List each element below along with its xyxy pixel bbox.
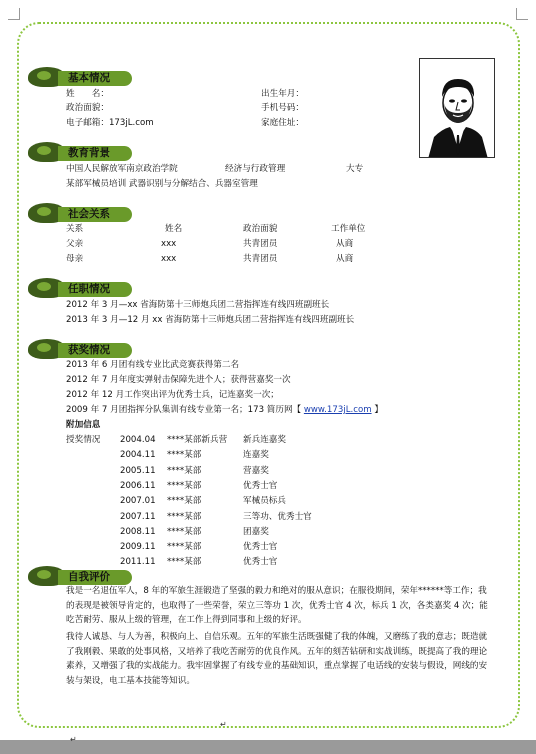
section-header-self <box>28 566 132 586</box>
grant-cell: 2005.11 <box>120 465 156 476</box>
birth-label: 出生年月： <box>261 89 304 99</box>
social-header: 关系 <box>66 224 84 234</box>
corner-mark <box>8 8 20 20</box>
grant-cell: 优秀士官 <box>243 542 278 553</box>
social-cell: 父亲 <box>66 239 84 249</box>
grant-cell: ****某部 <box>167 511 202 522</box>
self-eval-paragraph-2: 我待人诚恳、与人为善，积极向上、自信乐观。五年的军旅生活既强健了我的体魄，又磨练了我的意志；既造就了我刚毅、果敢的处事风格，又培养了我吃苦耐劳的优良作风。五年的刻苦钻研和实战训练，既提高了我的理论素养，又增强了我的实战能力。我牢固掌握了有线专业的基础知识，重点掌握了电话线的安装与假设，网线的安装与架设，电工基本技能等知识。 <box>66 632 488 686</box>
grant-cell: ****某部 <box>167 496 202 507</box>
section-header-awards <box>28 339 132 359</box>
social-header: 工作单位 <box>331 224 366 234</box>
name-label: 姓 名： <box>66 89 109 99</box>
job-line: 2012 年 3 月—xx 省海防第十三师炮兵团二营指挥连有线四班副班长 <box>66 300 330 310</box>
grant-cell: ****某部新兵营 <box>167 435 228 445</box>
award-line: 2013 年 6 月团有线专业比武竞赛获得第二名 <box>66 360 240 370</box>
edu-degree: 大专 <box>346 164 364 174</box>
corner-mark <box>516 8 528 20</box>
social-cell: 从商 <box>336 239 354 249</box>
section-header-jobs <box>28 278 132 298</box>
grant-cell: 2011.11 <box>120 557 156 568</box>
social-cell: 共青团员 <box>243 254 278 264</box>
award-line-text: 2009 年 7 月团指挥分队集训有线专业第一名；173 简历网【 <box>66 405 302 415</box>
grant-cell: 2004.11 <box>120 450 156 461</box>
website-link[interactable]: www.173jL.com <box>303 405 372 415</box>
award-line: 2012 年 12 月工作突出评为优秀士兵，记连嘉奖一次； <box>66 390 279 400</box>
grant-cell: 2004.04 <box>120 435 156 445</box>
grant-cell: 2008.11 <box>120 526 156 537</box>
social-header: 姓名 <box>165 224 183 234</box>
grant-cell: 2006.11 <box>120 480 156 491</box>
grant-cell: 团嘉奖 <box>243 526 269 537</box>
section-title: 获奖情况 <box>68 344 110 356</box>
section-title: 自我评价 <box>68 571 110 583</box>
social-cell: 共青团员 <box>243 239 278 249</box>
grant-cell: ****某部 <box>167 542 202 553</box>
social-cell: xxx <box>161 254 177 264</box>
grant-cell: ****某部 <box>167 450 202 461</box>
grant-cell: 2009.11 <box>120 542 156 553</box>
grant-cell: ****某部 <box>167 465 202 476</box>
grant-cell: 营嘉奖 <box>243 465 269 476</box>
address-label: 家庭住址： <box>261 118 304 128</box>
grant-cell: ****某部 <box>167 480 202 491</box>
email-label: 电子邮箱：173jL.com <box>66 118 154 128</box>
social-cell: 母亲 <box>66 254 84 264</box>
job-line: 2013 年 3 月—12 月 xx 省海防第十三师炮兵团二营指挥连有线四班副班长 <box>66 315 355 325</box>
award-line: 2012 年 7 月年度实弹射击保障先进个人；获得营嘉奖一次 <box>66 375 291 385</box>
section-header-education <box>28 142 132 162</box>
section-title: 社会关系 <box>68 208 110 220</box>
social-header: 政治面貌 <box>243 224 278 234</box>
extra-info-title: 附加信息 <box>66 420 101 430</box>
grant-cell: 新兵连嘉奖 <box>243 435 286 445</box>
award-line <box>66 404 383 416</box>
grant-cell: ****某部 <box>167 557 202 568</box>
section-header-social <box>28 203 132 223</box>
grant-cell: 连嘉奖 <box>243 450 269 461</box>
social-cell: xxx <box>161 239 177 249</box>
grant-label: 授奖情况 <box>66 435 101 445</box>
section-header-basic <box>28 67 132 87</box>
return-mark: ↵ <box>220 720 227 729</box>
award-line-text: 】 <box>374 405 383 415</box>
edu-school: 中国人民解放军南京政治学院 <box>66 164 178 174</box>
portrait-photo <box>419 58 495 158</box>
grant-cell: 军械员标兵 <box>243 496 286 507</box>
phone-label: 手机号码： <box>261 103 304 113</box>
self-eval-paragraph-1: 我是一名退伍军人，8 年的军旅生涯锻造了坚强的毅力和绝对的服从意识；在服役期间，荣年******等工作；我的表现是被领导肯定的，也取得了一些荣誉，荣立三等功 1 次，优秀士官 4 次，标兵 1 次，各类嘉奖 4 次；能吃苦耐劳、服从上级的管理，在工作上得到同事和上级的好评。 <box>66 586 488 625</box>
grant-cell: ****某部 <box>167 526 202 537</box>
grant-cell: 优秀士官 <box>243 557 278 568</box>
politics-label: 政治面貌： <box>66 103 109 113</box>
portrait-icon <box>420 59 495 158</box>
section-title: 教育背景 <box>68 147 110 159</box>
social-cell: 从商 <box>336 254 354 264</box>
grant-cell: 2007.11 <box>120 511 156 522</box>
return-mark: ↵ <box>70 735 77 744</box>
grant-cell: 2007.01 <box>120 496 156 507</box>
grant-cell: 三等功、优秀士官 <box>243 511 312 522</box>
edu-training: 某部军械员培训 武器识别与分解结合、兵器室管理 <box>66 179 258 189</box>
section-title: 基本情况 <box>68 72 110 84</box>
section-title: 任职情况 <box>68 283 110 295</box>
edu-major: 经济与行政管理 <box>225 164 286 174</box>
grant-cell: 优秀士官 <box>243 480 278 491</box>
